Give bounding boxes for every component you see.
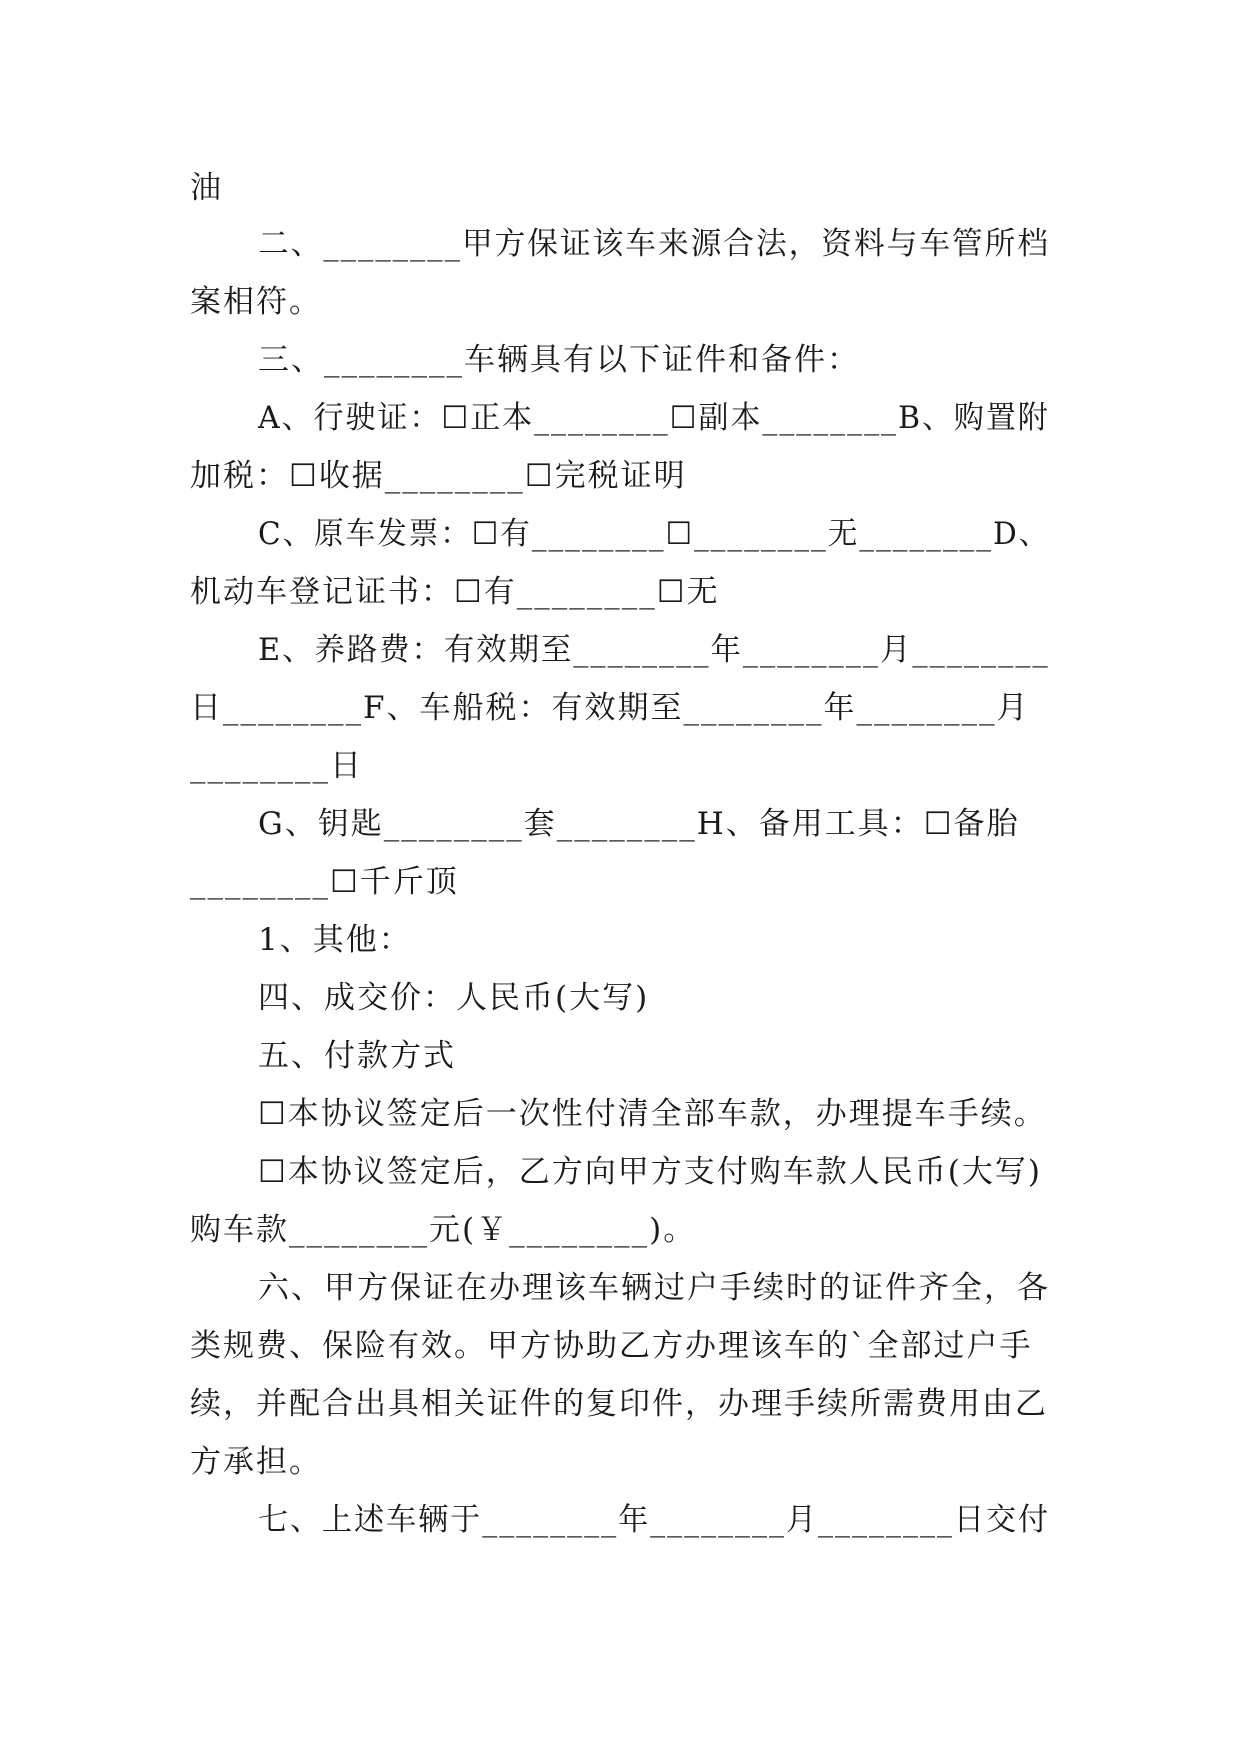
- text-line: 机动车登记证书：☐有________☐无: [190, 574, 720, 610]
- text-line: 案相符。: [190, 284, 322, 320]
- text-line: 1、其他：: [258, 922, 412, 958]
- text-line: ________日: [190, 748, 363, 784]
- text-line: E、养路费：有效期至________年________月________: [258, 632, 1050, 668]
- text-line: 六、甲方保证在办理该车辆过户手续时的证件齐全，各: [258, 1270, 1050, 1306]
- text-line: C、原车发票：☐有________☐________无________D、: [258, 516, 1051, 552]
- text-line: ☐本协议签定后一次性付清全部车款，办理提车手续。: [258, 1096, 1047, 1132]
- text-line: ☐本协议签定后，乙方向甲方支付购车款人民币(大写): [258, 1154, 1042, 1190]
- text-line: 四、成交价：人民币(大写): [258, 980, 650, 1016]
- text-line: 日________F、车船税：有效期至________年________月: [190, 690, 1030, 726]
- text-line: 五、付款方式: [258, 1038, 456, 1074]
- text-line: 二、________甲方保证该车来源合法，资料与车管所档: [258, 226, 1050, 262]
- text-line: 续，并配合出具相关证件的复印件，办理手续所需费用由乙: [190, 1386, 1048, 1422]
- text-line: 油: [190, 170, 223, 206]
- text-line: ________☐千斤顶: [190, 864, 459, 900]
- text-line: 购车款________元(￥________)。: [190, 1212, 697, 1248]
- text-line: 加税：☐收据________☐完税证明: [190, 458, 687, 494]
- text-line: 七、上述车辆于________年________月________日交付: [258, 1502, 1051, 1538]
- text-line: A、行驶证：☐正本________☐副本________B、购置附: [258, 400, 1050, 436]
- text-line: 类规费、保险有效。甲方协助乙方办理该车的`全部过户手: [190, 1328, 1033, 1364]
- text-line: 方承担。: [190, 1444, 322, 1480]
- text-line: G、钥匙________套________H、备用工具：☐备胎: [258, 806, 1020, 842]
- text-line: 三、________车辆具有以下证件和备件：: [258, 342, 860, 378]
